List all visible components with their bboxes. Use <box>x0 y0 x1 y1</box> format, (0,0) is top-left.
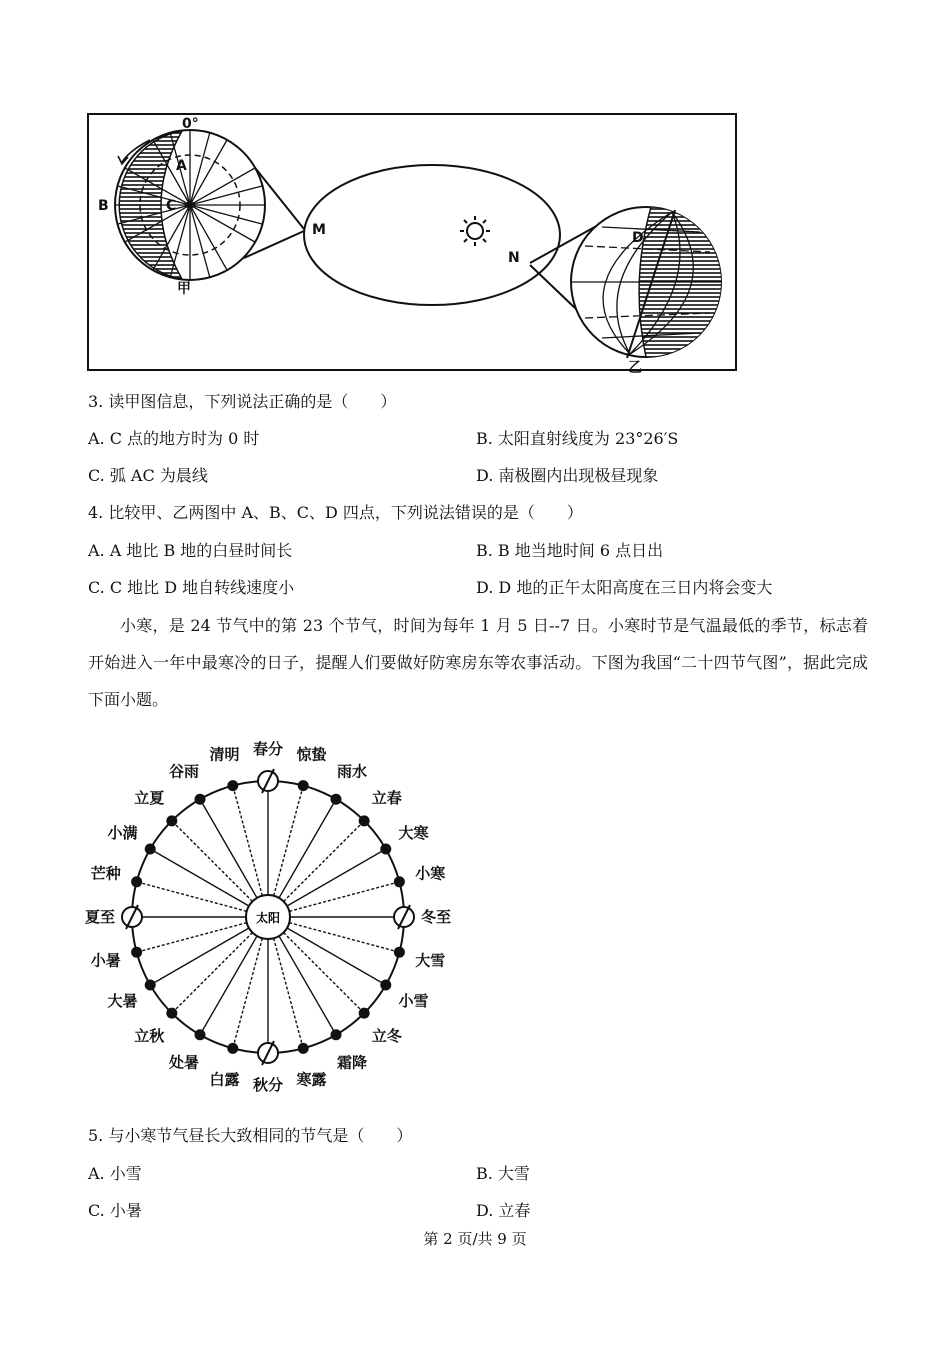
term-label: 白露 <box>209 1070 240 1089</box>
term-dot <box>359 1008 370 1019</box>
sun-ray <box>172 933 253 1014</box>
term-dot <box>380 844 391 855</box>
question-3-option-d: D. 南极圈内出现极昼现象 <box>476 466 659 485</box>
sun-ray <box>137 923 247 953</box>
term-label: 小寒 <box>415 864 446 883</box>
label-c: C <box>166 198 177 214</box>
globe-yi <box>571 207 724 358</box>
label-n: N <box>508 250 520 266</box>
term-label: 大寒 <box>398 824 429 842</box>
term-label: 秋分 <box>252 1076 284 1094</box>
sun-ray <box>274 938 304 1048</box>
sun-ray <box>172 821 253 902</box>
term-label: 清明 <box>209 745 240 764</box>
term-label: 春分 <box>252 740 284 758</box>
term-dot <box>298 780 309 791</box>
term-dot <box>380 980 391 991</box>
question-5-stem: 5. 与小寒节气昼长大致相同的节气是（ ） <box>88 1126 413 1145</box>
term-label: 大暑 <box>107 992 138 1010</box>
term-dot <box>131 947 142 958</box>
label-m: M <box>312 222 326 238</box>
term-label: 立冬 <box>371 1026 402 1045</box>
passage-text: 小寒，是 24 节气中的第 23 个节气，时间为每年 1 月 5 日--7 日。小寒时节是气温最低的季节，标志着开始进入一年中最寒冷的日子，提醒人们要做好防寒房东等农事活动。下图为我国“二十四节气图”，据此完成下面小题。 <box>88 616 868 709</box>
sun-icon <box>460 216 490 246</box>
label-jia: 甲 <box>177 281 191 297</box>
term-label: 立春 <box>371 789 402 808</box>
term-dot <box>227 780 238 791</box>
label-b: B <box>98 198 109 214</box>
term-label: 小满 <box>107 824 138 842</box>
term-label: 谷雨 <box>168 762 200 781</box>
sun-ray <box>289 882 399 912</box>
globe-jia <box>115 130 265 280</box>
term-label: 雨水 <box>336 762 368 781</box>
label-d: D <box>632 230 644 246</box>
question-4-option-c: C. C 地比 D 地自转线速度小 <box>88 578 295 597</box>
question-5-option-a: A. 小雪 <box>88 1164 142 1183</box>
term-label: 立夏 <box>134 789 165 808</box>
term-dot <box>394 876 405 887</box>
question-3-option-c: C. 弧 AC 为晨线 <box>88 466 208 485</box>
sun-ray <box>274 786 304 896</box>
term-dot <box>298 1043 309 1054</box>
term-label: 小雪 <box>398 992 429 1010</box>
question-4-option-d: D. D 地的正午太阳高度在三日内将会变大 <box>476 578 773 597</box>
term-dot <box>227 1043 238 1054</box>
earth-position-globe <box>258 769 278 793</box>
term-label: 霜降 <box>336 1053 368 1072</box>
question-4-stem: 4. 比较甲、乙两图中 A、B、C、D 四点，下列说法错误的是（ ） <box>88 503 583 522</box>
question-3-option-a: A. C 点的地方时为 0 时 <box>88 429 260 448</box>
term-label: 大雪 <box>415 951 446 970</box>
sun-ray <box>289 923 399 953</box>
page-footer: 第 2 页/共 9 页 <box>423 1230 527 1248</box>
earth-position-globe <box>122 905 142 929</box>
term-label: 小暑 <box>90 951 121 970</box>
term-dot <box>131 876 142 887</box>
orbit-figure <box>0 0 950 380</box>
term-dot <box>166 815 177 826</box>
question-5-option-b: B. 大雪 <box>476 1164 530 1183</box>
question-3-option-b: B. 太阳直射线度为 23°26′S <box>476 429 679 448</box>
term-dot <box>331 794 342 805</box>
term-label: 芒种 <box>90 864 121 883</box>
term-dot <box>331 1029 342 1040</box>
question-3-stem: 3. 读甲图信息，下列说法正确的是（ ） <box>88 392 397 411</box>
term-dot <box>359 815 370 826</box>
sun-ray <box>284 933 365 1014</box>
term-dot <box>145 844 156 855</box>
question-4-option-b: B. B 地当地时间 6 点日出 <box>476 541 664 560</box>
term-label: 冬至 <box>420 908 452 926</box>
label-0deg: 0° <box>182 116 199 132</box>
term-label: 寒露 <box>296 1070 327 1089</box>
term-label: 处暑 <box>168 1053 200 1072</box>
term-label: 夏至 <box>84 908 116 926</box>
term-dot <box>145 980 156 991</box>
sun-ray <box>137 882 247 912</box>
term-dot <box>166 1008 177 1019</box>
term-dot <box>394 947 405 958</box>
term-label: 立秋 <box>134 1026 165 1045</box>
solar-terms-figure <box>0 740 950 1110</box>
question-4-option-a: A. A 地比 B 地的白昼时间长 <box>88 541 293 560</box>
question-5-option-d: D. 立春 <box>476 1201 531 1220</box>
label-a: A <box>176 158 187 174</box>
earth-position-globe <box>394 905 414 929</box>
earth-position-globe <box>258 1041 278 1065</box>
question-5-option-c: C. 小暑 <box>88 1201 142 1220</box>
sun-label: 太阳 <box>255 911 281 925</box>
term-label: 惊蛰 <box>296 745 327 764</box>
sun-ray <box>284 821 365 902</box>
orbit-ellipse <box>304 165 560 305</box>
label-yi: 乙 <box>628 360 642 376</box>
term-dot <box>195 1029 206 1040</box>
sun-ray <box>233 938 263 1048</box>
sun-ray <box>233 786 263 896</box>
term-dot <box>195 794 206 805</box>
